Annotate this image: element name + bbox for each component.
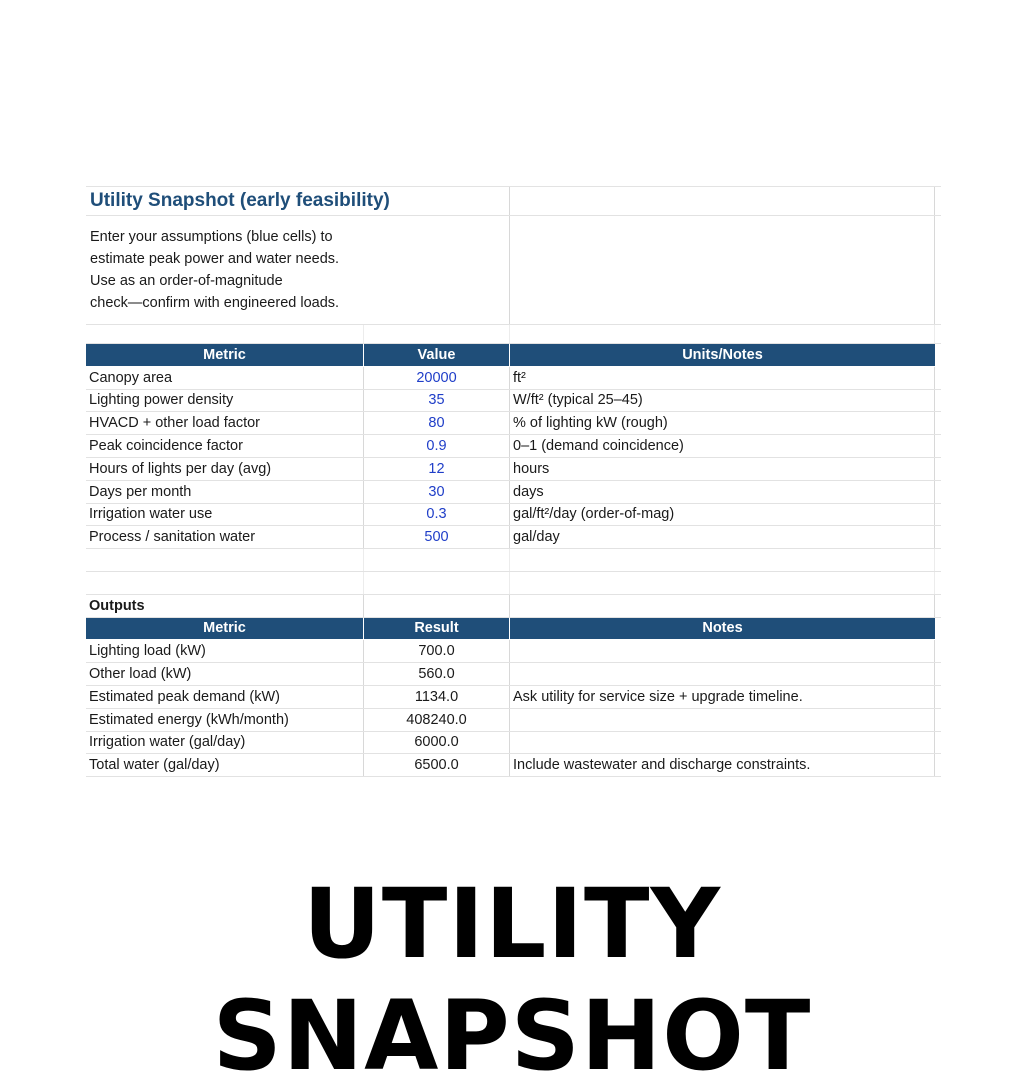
cell[interactable] — [86, 325, 364, 343]
table-row — [86, 640, 941, 663]
cell[interactable] — [364, 595, 510, 617]
cell[interactable] — [935, 325, 941, 343]
value-cell[interactable]: 20000 — [364, 367, 510, 389]
value-cell[interactable]: 0.3 — [364, 504, 510, 526]
result-cell[interactable]: 560.0 — [364, 663, 510, 685]
cell[interactable] — [510, 595, 935, 617]
table-row — [86, 686, 941, 709]
metric-cell[interactable]: Irrigation water use — [86, 504, 364, 526]
notes-cell[interactable]: hours — [510, 458, 935, 480]
intro-line: estimate peak power and water needs. — [90, 251, 340, 267]
table-row — [86, 412, 941, 435]
intro-text[interactable] — [86, 216, 510, 324]
cell[interactable] — [86, 572, 364, 594]
table-row — [86, 504, 941, 527]
metric-cell[interactable]: HVACD + other load factor — [86, 412, 364, 434]
cell[interactable] — [935, 595, 941, 617]
table-row — [86, 754, 941, 777]
notes-cell[interactable] — [510, 732, 935, 754]
intro-row — [86, 216, 941, 325]
notes-cell[interactable]: 0–1 (demand coincidence) — [510, 435, 935, 457]
header-result[interactable]: Result — [364, 618, 510, 640]
cell[interactable] — [510, 325, 935, 343]
outputs-table — [86, 640, 941, 777]
notes-cell[interactable]: W/ft² (typical 25–45) — [510, 390, 935, 412]
blank-row — [86, 325, 941, 344]
cell[interactable] — [935, 458, 941, 480]
metric-cell[interactable]: Other load (kW) — [86, 663, 364, 685]
value-cell[interactable]: 80 — [364, 412, 510, 434]
table-row — [86, 390, 941, 413]
metric-cell[interactable]: Irrigation water (gal/day) — [86, 732, 364, 754]
result-cell[interactable]: 700.0 — [364, 640, 510, 662]
notes-cell[interactable]: days — [510, 481, 935, 503]
value-cell[interactable]: 500 — [364, 526, 510, 548]
cell[interactable] — [935, 686, 941, 708]
notes-cell[interactable] — [510, 709, 935, 731]
cell[interactable] — [935, 549, 941, 571]
cell[interactable] — [935, 435, 941, 457]
table-row — [86, 481, 941, 504]
metric-cell[interactable]: Total water (gal/day) — [86, 754, 364, 776]
table-row — [86, 732, 941, 755]
intro-line: check—confirm with engineered loads. — [90, 295, 340, 311]
cell[interactable] — [935, 663, 941, 685]
metric-cell[interactable]: Process / sanitation water — [86, 526, 364, 548]
notes-cell[interactable]: Ask utility for service size + upgrade timeline. — [510, 686, 935, 708]
cell[interactable] — [510, 549, 935, 571]
metric-cell[interactable]: Estimated energy (kWh/month) — [86, 709, 364, 731]
inputs-table — [86, 367, 941, 549]
metric-cell[interactable]: Estimated peak demand (kW) — [86, 686, 364, 708]
sheet-title[interactable]: Utility Snapshot (early feasibility) — [86, 187, 510, 215]
cell[interactable] — [364, 325, 510, 343]
value-cell[interactable]: 12 — [364, 458, 510, 480]
value-cell[interactable]: 35 — [364, 390, 510, 412]
metric-cell[interactable]: Lighting power density — [86, 390, 364, 412]
value-cell[interactable]: 30 — [364, 481, 510, 503]
inputs-header-row — [86, 344, 935, 367]
intro-line: Enter your assumptions (blue cells) to — [90, 229, 333, 245]
metric-cell[interactable]: Peak coincidence factor — [86, 435, 364, 457]
metric-cell[interactable]: Lighting load (kW) — [86, 640, 364, 662]
table-row — [86, 663, 941, 686]
table-row — [86, 367, 941, 390]
result-cell[interactable]: 1134.0 — [364, 686, 510, 708]
header-value[interactable]: Value — [364, 344, 510, 366]
metric-cell[interactable]: Days per month — [86, 481, 364, 503]
outputs-header-row — [86, 618, 935, 641]
intro-line: Use as an order-of-magnitude — [90, 273, 283, 289]
table-row — [86, 435, 941, 458]
cell[interactable] — [935, 732, 941, 754]
cell[interactable] — [935, 709, 941, 731]
table-row — [86, 458, 941, 481]
cell[interactable] — [364, 572, 510, 594]
spreadsheet — [86, 186, 941, 774]
header-units-notes[interactable]: Units/Notes — [682, 346, 763, 363]
header-metric[interactable]: Metric — [86, 618, 364, 640]
header-metric[interactable]: Metric — [86, 344, 364, 366]
cell[interactable] — [510, 216, 935, 324]
notes-cell[interactable]: % of lighting kW (rough) — [510, 412, 935, 434]
cell[interactable] — [935, 640, 941, 662]
cell[interactable] — [510, 187, 935, 215]
notes-cell[interactable]: ft² — [510, 367, 935, 389]
cell[interactable] — [935, 367, 941, 389]
title-row — [86, 187, 941, 216]
cell[interactable] — [935, 481, 941, 503]
notes-cell[interactable] — [510, 640, 935, 662]
cell[interactable] — [935, 412, 941, 434]
notes-cell[interactable]: gal/day — [510, 526, 935, 548]
table-row — [86, 526, 941, 549]
cell[interactable] — [86, 549, 364, 571]
outputs-label[interactable]: Outputs — [86, 595, 364, 617]
notes-cell[interactable]: Include wastewater and discharge constraints. — [510, 754, 935, 776]
table-row — [86, 709, 941, 732]
value-cell[interactable]: 0.9 — [364, 435, 510, 457]
blank-row — [86, 549, 941, 572]
metric-cell[interactable]: Canopy area — [86, 367, 364, 389]
outputs-label-row — [86, 595, 941, 618]
notes-cell[interactable] — [510, 663, 935, 685]
cell[interactable] — [935, 754, 941, 776]
result-cell[interactable]: 408240.0 — [364, 709, 510, 731]
cell[interactable] — [935, 187, 941, 215]
cell[interactable] — [935, 526, 941, 548]
blank-row — [86, 572, 941, 595]
result-cell[interactable]: 6500.0 — [364, 754, 510, 776]
header-notes[interactable]: Notes — [702, 620, 743, 637]
caption-title: UTILITY SNAPSHOT — [212, 868, 812, 1092]
notes-cell[interactable]: gal/ft²/day (order-of-mag) — [510, 504, 935, 526]
cell[interactable] — [510, 572, 935, 594]
cell[interactable] — [364, 549, 510, 571]
result-cell[interactable]: 6000.0 — [364, 732, 510, 754]
cell[interactable] — [935, 572, 941, 594]
cell[interactable] — [935, 390, 941, 412]
metric-cell[interactable]: Hours of lights per day (avg) — [86, 458, 364, 480]
cell[interactable] — [935, 216, 941, 324]
cell[interactable] — [935, 504, 941, 526]
